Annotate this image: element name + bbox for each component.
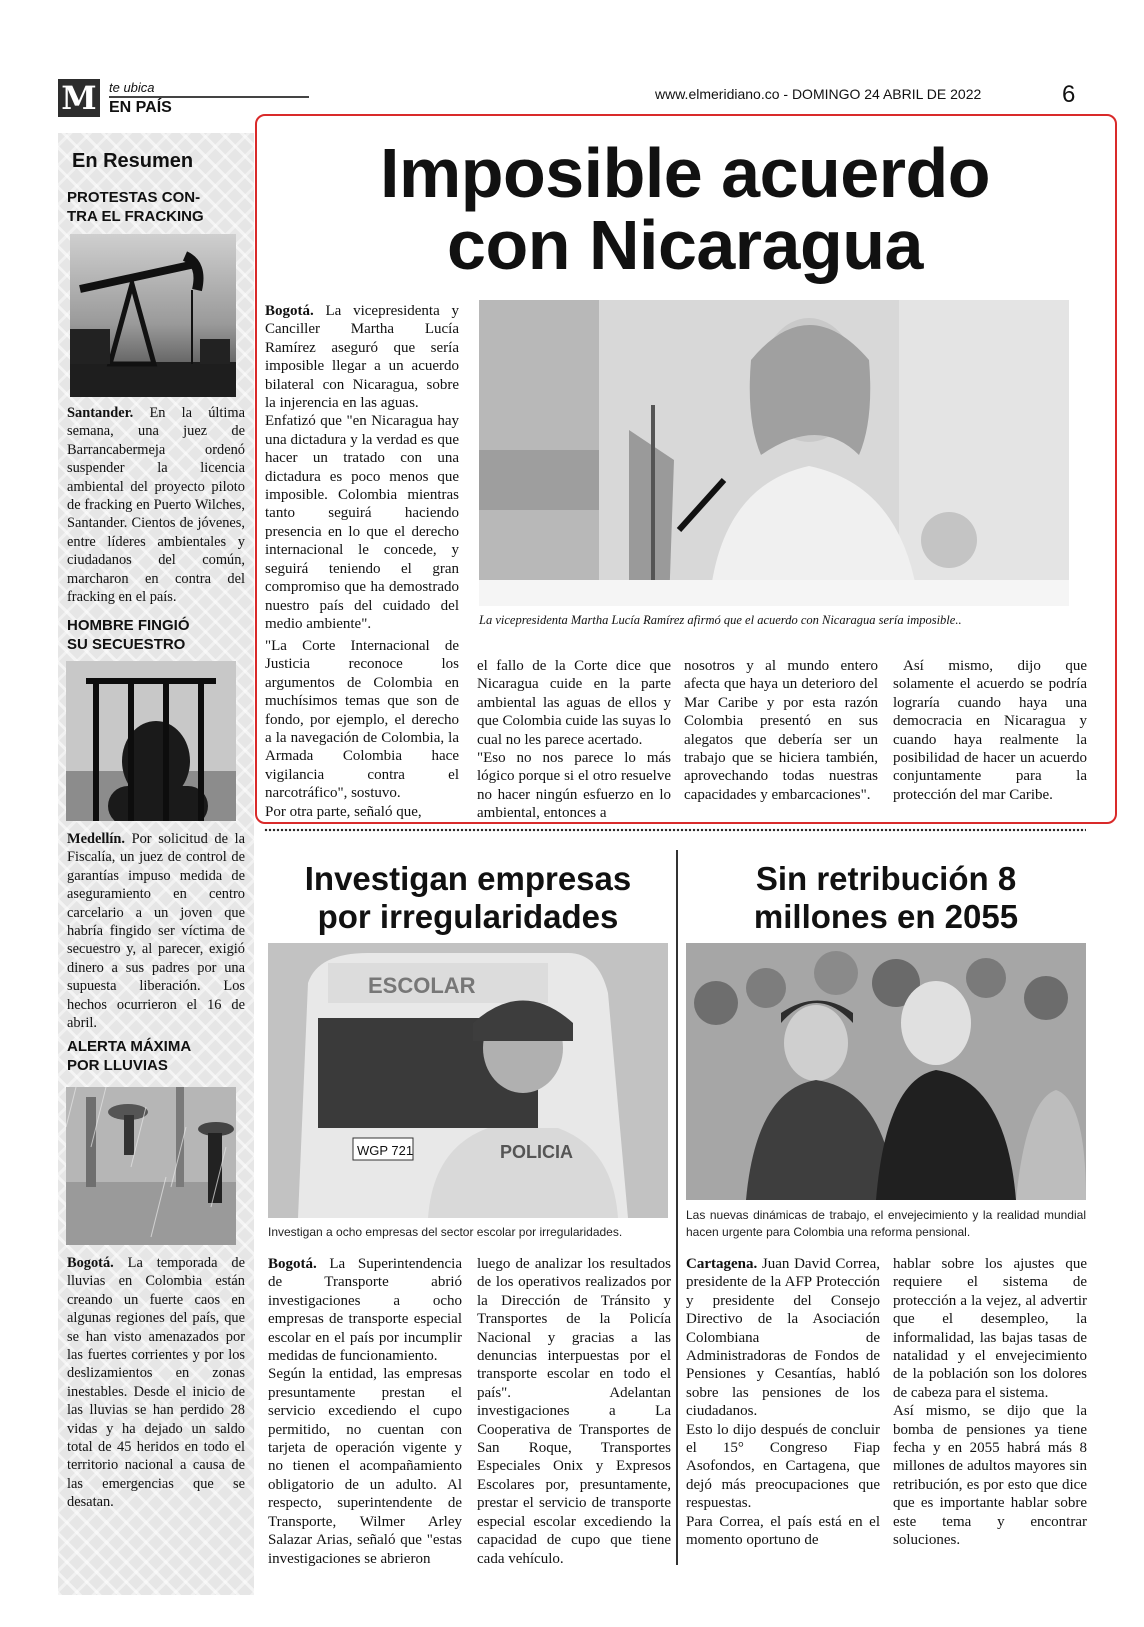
vice-president-photo xyxy=(479,300,1069,606)
lead-story-text: La vicepresidenta y Canciller Martha Lucía Ramírez aseguró que sería imposible llegar a un acuerdo bilateral con Nicaragua, sobre la injerencia en las aguas. Enfatizó que "en Nicaragua hay una dictadura y la verdad es que hacer un tratado con una dictadura es poco menos que imposible. Colombia mientras tanto seguirá haciendo presencia en lo que el derecho internacional le concede, y seguirá teniendo el gran compromiso que ha demostrado nuestro país del cuidado del medio ambiente". xyxy=(265,303,459,632)
sidebar-item-headline: HOMBRE FINGIÓ SU SECUESTRO xyxy=(67,617,190,653)
lead-story-title xyxy=(265,134,1105,284)
rain-photo xyxy=(66,1087,236,1245)
school-bus-scene xyxy=(268,943,668,1218)
section-kicker: te ubica xyxy=(109,80,155,95)
bus-sign-text: ESCOLAR xyxy=(368,973,476,998)
section-name: EN PAÍS xyxy=(109,99,172,116)
lead-story-caption: La vicepresidenta Martha Lucía Ramírez afirmó que el acuerdo con Nicaragua sería imposible.. xyxy=(479,613,962,627)
lead-story-lead: Bogotá. xyxy=(265,303,314,319)
sidebar-item-lead: Santander. xyxy=(67,405,134,421)
story-title-line: millones en 2055 xyxy=(753,898,1019,935)
elderly-people-photo xyxy=(686,943,1086,1200)
rain-scene xyxy=(66,1087,236,1245)
section-divider xyxy=(264,828,1086,832)
dateline: www.elmeridiano.co - DOMINGO 24 ABRIL DE 2022 xyxy=(655,86,982,102)
story-title-line: por irregularidades xyxy=(317,898,619,935)
story-title-line: Sin retribución 8 xyxy=(755,860,1017,897)
sidebar-item-body: En la última semana, una juez de Barrancabermeja ordenó suspender la licencia ambiental del proyecto piloto de fracking en Puerto Wilches, Santander. Cientos de jóvenes, entre líderes ambientales y ciudadanos del común, marcharon en contra del fracking en el país. xyxy=(67,405,245,606)
story-caption: Las nuevas dinámicas de trabajo, el envejecimiento y la realidad mundial hacen urgente para Colombia una reforma pensional. xyxy=(686,1208,1086,1239)
newspaper-logo: M xyxy=(58,79,100,117)
sidebar-item-body: La temporada de lluvias en Colombia están creando un fuerte caos en algunas regiones del país, que se han visto amenazados por las fuertes corrientes y por los deslizamientos en zonas inestables. Desde el inicio de las lluvias se han perdido 28 vidas y ha dejado un saldo total de 45 heridos en todo el territorio nacional a causa de las emergencias que se desatan. xyxy=(67,1255,245,1511)
sidebar-item-text xyxy=(67,404,245,606)
crowd-scene xyxy=(686,943,1086,1200)
oil-pump-silhouette xyxy=(70,234,236,397)
lead-story-column: "La Corte Internacional de Justicia reconoce los argumentos de Colombia en muchísimos temas que son de fondo, por ejemplo, el derecho a la navegación de Colombia, la Armada Colombia hace vigilancia contra el narcotráfico", sostuvo. Por otra parte, señaló que, xyxy=(265,638,459,820)
police-vest-text: POLICIA xyxy=(500,1142,574,1162)
sidebar-item-body: Por solicitud de la Fiscalía, un juez de control de garantías impuso medida de aseguramiento en centro carcelario a un joven que habría fingido ser víctima de secuestro y, al parecer, exigió dinero a sus padres por una supuesta liberación. Los hechos ocurrieron el 16 de abril. xyxy=(67,831,245,1032)
prison-bars-silhouette xyxy=(66,661,236,821)
story-column: luego de analizar los resultados de los operativos realizados por la Dirección de Tránsito y Transportes de la Policía Nacional y gracias a las denuncias interpuestas por el transporte escolar en todo el país". Adelantan investigaciones a La Cooperativa de Transportes de San Roque, Transportes Especiales Onix y Expresos Escolares por, presuntamente, prestar el servicio de transporte especial escolar excediendo la capacidad de cupo que tiene cada vehículo. xyxy=(477,1256,671,1567)
story-caption: Investigan a ocho empresas del sector escolar por irregularidades. xyxy=(268,1225,623,1239)
lead-story-column xyxy=(265,302,459,633)
story-lead: Cartagena. xyxy=(686,1256,758,1272)
story-title-line: Investigan empresas xyxy=(304,860,632,897)
sidebar-item-headline: PROTESTAS CON- TRA EL FRACKING xyxy=(67,189,204,225)
sidebar-title: En Resumen xyxy=(72,150,194,172)
license-plate-text: WGP 721 xyxy=(357,1143,414,1158)
lead-story-column: Así mismo, dijo que solamente el acuerdo se podría lograría cuando haya una democracia en Nicaragua y cuando haya realmente la posibilidad de hacer un acuerdo conjuntamente para la protección del mar Caribe. xyxy=(893,658,1087,803)
kidnapping-photo xyxy=(66,661,236,821)
header-rule xyxy=(109,96,309,98)
story-title xyxy=(268,860,668,936)
press-conference-scene xyxy=(479,300,1069,606)
lead-story-column: el fallo de la Corte dice que Nicaragua cuide en la parte ambiental las aguas de ellos y que Colombia cuide las suyas lo cual no les parece acertado. "Eso no nos parece lo más lógico porque si el otro resuelve no hacer ningún esfuerzo en lo ambiental, entonces a xyxy=(477,658,671,822)
oil-pump-photo xyxy=(70,234,236,397)
story-column xyxy=(686,1255,880,1550)
sidebar-item-lead: Bogotá. xyxy=(67,1255,114,1271)
column-divider xyxy=(676,850,678,1565)
story-title xyxy=(686,860,1086,936)
sidebar-item-lead: Medellín. xyxy=(67,831,125,847)
story-text: La Superintendencia de Transporte abrió investigaciones a ocho empresas de transporte especial escolar en el país por incumplir medidas de funcionamiento. Según la entidad, las empresas presuntamente prestan el servicio excediendo el cupo permitido, no cuentan con tarjeta de operación vigente y no tienen el acompañamiento obligatorio de un adulto. Al respecto, superintendente de Transporte, Wilmer Arley Salazar Arias, señaló que "estas investigaciones se abrieron xyxy=(268,1256,462,1567)
sidebar-item-text xyxy=(67,1254,245,1512)
sidebar-item-headline: ALERTA MÁXIMA POR LLUVIAS xyxy=(67,1038,192,1074)
sidebar-item-text xyxy=(67,830,245,1032)
lead-story-title-line: Imposible acuerdo xyxy=(380,134,990,212)
story-column xyxy=(268,1255,462,1568)
story-column: hablar sobre los ajustes que requiere el sistema de protección a la vejez, al advertir que el desempleo, la informalidad, las bajas tasas de natalidad y el envejecimiento de la población son los dolores de cabeza para el sistema. Así mismo, se dijo que la bomba de pensiones ya tiene fecha y en 2055 habrá más 8 millones de adultos mayores sin retribución, es por esto que dice que es importante hablar sobre este tema y encontrar soluciones. xyxy=(893,1256,1087,1549)
school-bus-photo xyxy=(268,943,668,1218)
lead-story-column: nosotros y al mundo entero afecta que haya un deterioro del Mar Caribe y por esta razón Colombia presentó en sus alegatos que debería ser un trabajo que se hiciera también, aprovechando todas nuestras capacidades y embarcaciones". xyxy=(684,658,878,803)
story-lead: Bogotá. xyxy=(268,1256,317,1272)
lead-story-title-line: con Nicaragua xyxy=(447,206,923,284)
story-text: Juan David Correa, presidente de la AFP Protección y presidente del Consejo Directivo de la Asociación Colombiana de Administradoras de Fondos de Pensiones y Cesantías, habló sobre las pensiones de los ciudadanos. Esto lo dijo después de concluir el 15° Congreso Fiap Asofondos, en Cartagena, que dejó más preocupaciones que respuestas. Para Correa, el país está en el momento oportuno de xyxy=(686,1256,880,1549)
page-number: 6 xyxy=(1062,81,1076,108)
